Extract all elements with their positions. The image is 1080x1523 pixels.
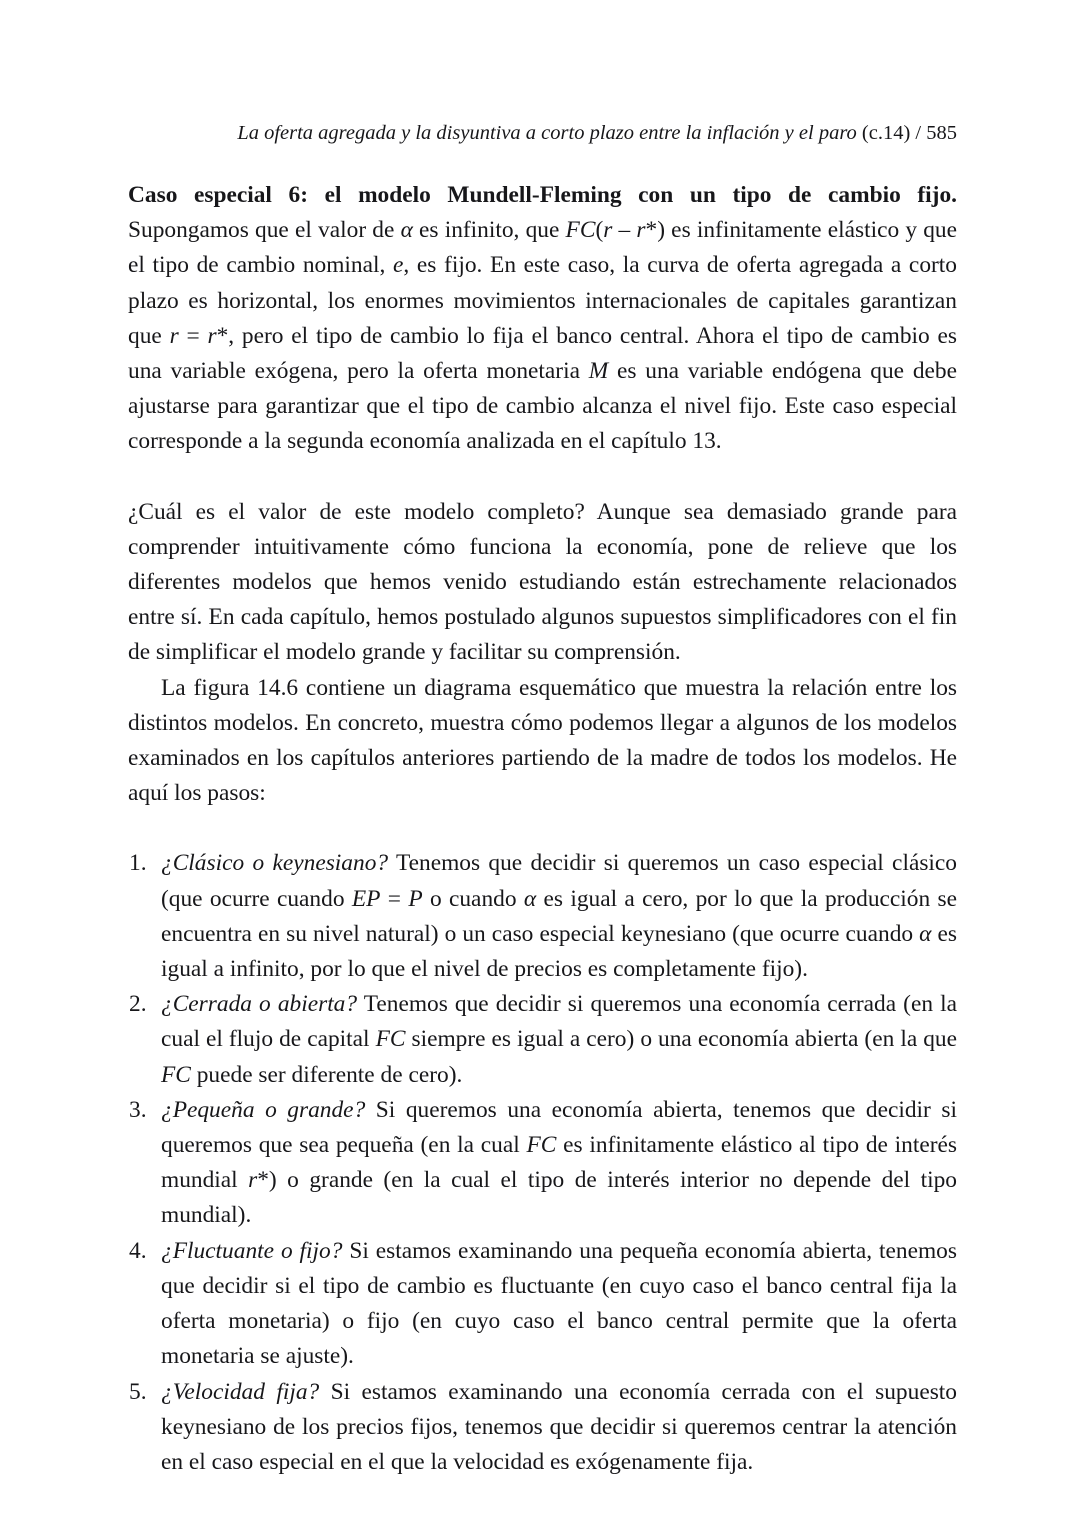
paragraph-figure-reference: La figura 14.6 contiene un diagrama esquemático que muestra la relación entre los distintos modelos. En concreto, muestra cómo podemos llegar a algunos de los modelos examinados en los capítulos anteriores partiendo de la madre de todos los modelos. He aquí los pasos: <box>128 674 957 807</box>
s4-t1: Si estamos examinando una pequeña economía abierta, tenemos que decidir si el tipo de cambio es fluctuante (en cuyo caso el banco central fija la oferta monetaria) o fijo (en cuyo caso el banco central permite que la oferta monetaria se ajuste). <box>161 1237 957 1370</box>
p1-t8: *, pero el tipo de cambio lo fija el banco central. Ahora el tipo de cambio es una variable exógena, pero la oferta monetaria <box>128 322 957 385</box>
s3-fc: FC <box>526 1132 557 1159</box>
s1-ep: EP <box>351 885 381 912</box>
paragraph-lead-bold: Caso especial 6: el modelo Mundell-Fleming con un tipo de cambio fijo. <box>128 182 957 208</box>
s3-t2: es infinitamente elástico al tipo de interés mundial <box>161 1132 958 1194</box>
list-item-marker: 2. <box>129 991 147 1018</box>
s2-t3: puede ser diferente de cero). <box>190 1061 463 1088</box>
list-item <box>128 1093 957 1234</box>
p1-t7: = <box>178 322 208 349</box>
p1-t6: , es fijo. En este caso, la curva de oferta agregada a corto plazo es horizontal, los enormes movimientos internacionales de capitales garantizan que <box>128 252 957 349</box>
list-item <box>128 846 957 987</box>
list-item-question: ¿Cerrada o abierta? <box>161 991 358 1018</box>
p1-r-a: r <box>603 217 613 244</box>
p1-t2: es infinito, que <box>412 217 566 244</box>
p1-t3: ( <box>595 217 604 244</box>
s1-t3: o cuando <box>422 885 524 912</box>
text-column <box>128 178 957 1480</box>
s3-r: r <box>248 1167 258 1194</box>
list-item <box>128 987 957 1093</box>
s3-t1: Si queremos una economía abierta, tenemos que decidir si queremos que sea pequeña (en la cual <box>161 1096 957 1159</box>
p1-t9: es una variable endógena que debe ajustarse para garantizar que el tipo de cambio alcanza el nivel fijo. Este caso especial corresponde a la segunda economía analizada en el capítulo 13. <box>128 358 957 455</box>
s2-t1: Tenemos que decidir si queremos una economía cerrada (en la cual el flujo de capital <box>161 991 957 1053</box>
paragraph-special-case-6 <box>128 178 957 460</box>
s5-t1: Si estamos examinando una economía cerrada con el supuesto keynesiano de los precios fijos, tenemos que decidir si queremos centrar la atención en el caso especial en el que la velocidad es exógenamente fija. <box>161 1378 957 1475</box>
list-item <box>128 1375 957 1481</box>
running-head-title: La oferta agregada y la disyuntiva a corto plazo entre la inflación y el paro <box>237 122 857 144</box>
running-head <box>128 120 957 146</box>
list-item-marker: 1. <box>129 850 147 877</box>
p1-alpha: α <box>400 217 413 244</box>
s3-t3: *) o grande (en la cual el tipo de interés interior no depende del tipo mundial). <box>161 1167 957 1229</box>
steps-list <box>128 846 957 1480</box>
p1-m: M <box>588 358 609 385</box>
p1-t1: Supongamos que el valor de <box>128 217 401 244</box>
p1-r-b: r <box>636 217 646 244</box>
s1-t1: Tenemos que decidir si queremos un caso especial clásico (que ocurre cuando <box>161 850 958 912</box>
list-item-marker: 4. <box>129 1237 147 1264</box>
list-item-question: ¿Clásico o keynesiano? <box>161 850 389 877</box>
p1-fc: FC <box>565 217 596 244</box>
running-head-reference: (c.14) / 585 <box>856 122 957 144</box>
list-item-question: ¿Fluctuante o fijo? <box>161 1237 343 1264</box>
s1-t5: es igual a infinito, por lo que el nivel de precios es completamente fijo). <box>161 920 957 983</box>
list-item-marker: 3. <box>129 1096 147 1123</box>
s2-fc-a: FC <box>375 1026 406 1053</box>
s1-t4: es igual a cero, por lo que la producción se encuentra en su nivel natural) o un caso especial keynesiano (que ocurre cuando <box>161 885 957 947</box>
p1-r-d: r <box>207 322 217 349</box>
s1-alpha-b: α <box>919 920 932 947</box>
s1-t2: = <box>380 885 409 912</box>
paragraph-model-value: ¿Cuál es el valor de este modelo completo? Aunque sea demasiado grande para comprender intuitivamente cómo funciona la economía, pone de relieve que los diferentes modelos que hemos venido estudiando están estrechamente relacionados entre sí. En cada capítulo, hemos postulado algunos supuestos simplificadores con el fin de simplificar el modelo grande y facilitar su comprensión. <box>128 498 957 666</box>
s2-fc-b: FC <box>161 1061 191 1088</box>
s1-alpha-a: α <box>523 885 537 912</box>
s1-p: P <box>408 885 423 912</box>
list-item <box>128 1234 957 1375</box>
p1-t5: *) es infinitamente elástico y que el tipo de cambio nominal, <box>128 217 958 279</box>
s2-t2: siempre es igual a cero) o una economía abierta (en la que <box>405 1026 957 1053</box>
p1-r-c: r <box>169 322 179 349</box>
p1-t4: – <box>612 217 637 244</box>
list-item-marker: 5. <box>129 1378 147 1405</box>
p1-e: e <box>393 252 404 279</box>
list-item-question: ¿Velocidad fija? <box>161 1378 320 1405</box>
list-item-question: ¿Pequeña o grande? <box>161 1096 366 1123</box>
